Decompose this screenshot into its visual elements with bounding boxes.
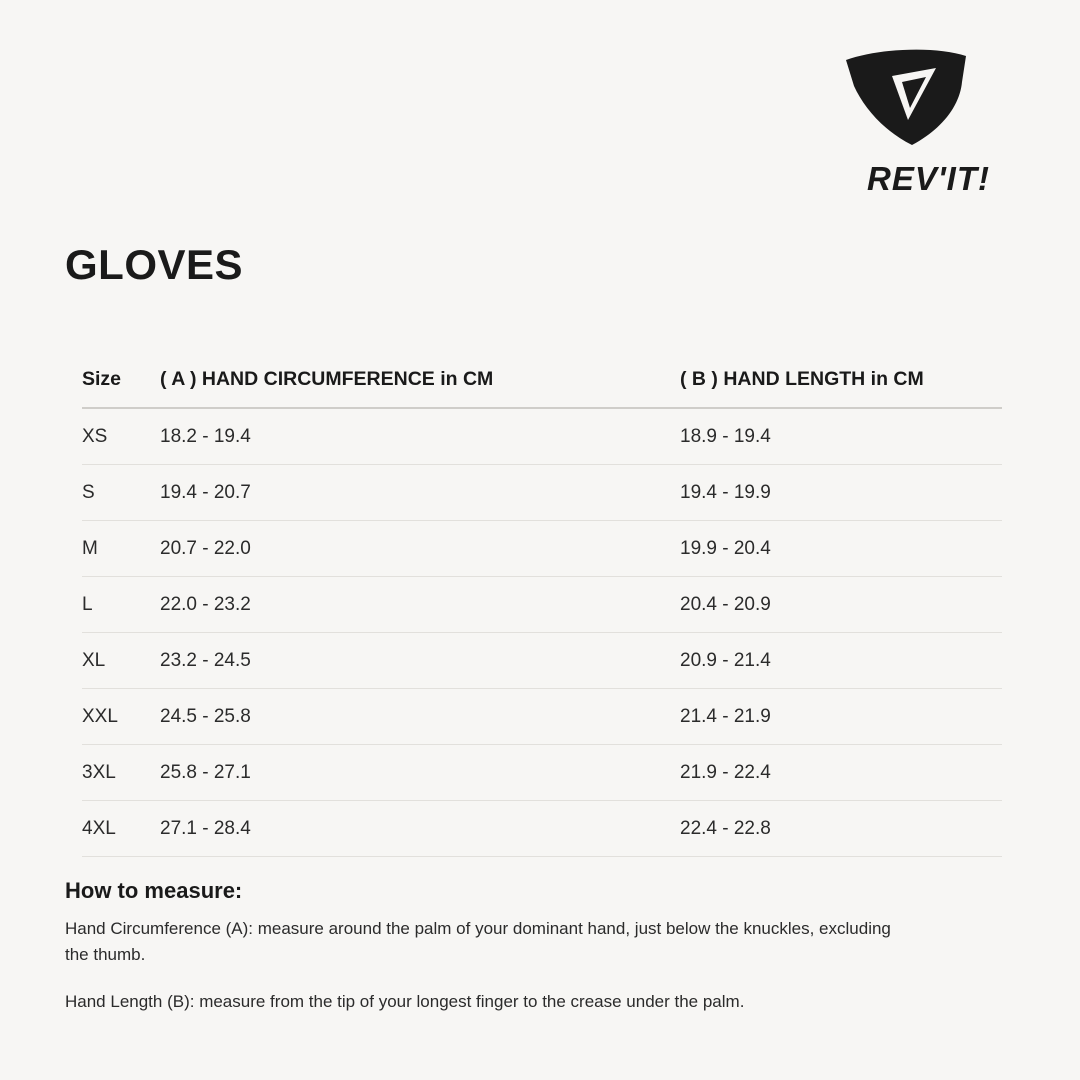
measure-instruction-length: Hand Length (B): measure from the tip of your longest finger to the crease under the palm. <box>65 992 745 1012</box>
revit-shield-icon <box>840 46 972 148</box>
cell-size: S <box>82 465 160 521</box>
cell-circumference: 27.1 - 28.4 <box>160 801 680 857</box>
table-row <box>82 577 1002 633</box>
cell-length: 22.4 - 22.8 <box>680 801 1002 857</box>
cell-size: XXL <box>82 689 160 745</box>
table-row <box>82 689 1002 745</box>
cell-length: 21.4 - 21.9 <box>680 689 1002 745</box>
how-to-measure-section <box>65 878 945 1015</box>
cell-length: 21.9 - 22.4 <box>680 745 1002 801</box>
measure-instruction-circumference: Hand Circumference (A): measure around the palm of your dominant hand, just below the knuckles, excluding the thumb. <box>65 919 891 964</box>
cell-circumference: 18.2 - 19.4 <box>160 408 680 465</box>
cell-length: 20.4 - 20.9 <box>680 577 1002 633</box>
brand-logo <box>816 46 996 198</box>
cell-size: 3XL <box>82 745 160 801</box>
cell-circumference: 22.0 - 23.2 <box>160 577 680 633</box>
table-row <box>82 521 1002 577</box>
table-header-hand-length: ( B ) HAND LENGTH in CM <box>680 368 1002 408</box>
table-header-row <box>82 368 1002 408</box>
cell-circumference: 23.2 - 24.5 <box>160 633 680 689</box>
cell-size: XS <box>82 408 160 465</box>
cell-length: 18.9 - 19.4 <box>680 408 1002 465</box>
table-row <box>82 465 1002 521</box>
cell-size: M <box>82 521 160 577</box>
cell-length: 19.4 - 19.9 <box>680 465 1002 521</box>
size-table <box>82 368 1002 857</box>
table-header-hand-circumference: ( A ) HAND CIRCUMFERENCE in CM <box>160 368 680 408</box>
brand-wordmark: REV'IT! <box>866 160 990 197</box>
page-title: GLOVES <box>65 241 244 288</box>
cell-size: XL <box>82 633 160 689</box>
table-row <box>82 745 1002 801</box>
cell-size: 4XL <box>82 801 160 857</box>
table-row <box>82 801 1002 857</box>
cell-length: 20.9 - 21.4 <box>680 633 1002 689</box>
table-body <box>82 408 1002 857</box>
table-row <box>82 408 1002 465</box>
table-head <box>82 368 1002 408</box>
table-header-size: Size <box>82 368 160 408</box>
cell-circumference: 19.4 - 20.7 <box>160 465 680 521</box>
cell-circumference: 25.8 - 27.1 <box>160 745 680 801</box>
cell-length: 19.9 - 20.4 <box>680 521 1002 577</box>
table-row <box>82 633 1002 689</box>
cell-circumference: 20.7 - 22.0 <box>160 521 680 577</box>
cell-circumference: 24.5 - 25.8 <box>160 689 680 745</box>
cell-size: L <box>82 577 160 633</box>
how-to-measure-title: How to measure: <box>65 878 243 903</box>
